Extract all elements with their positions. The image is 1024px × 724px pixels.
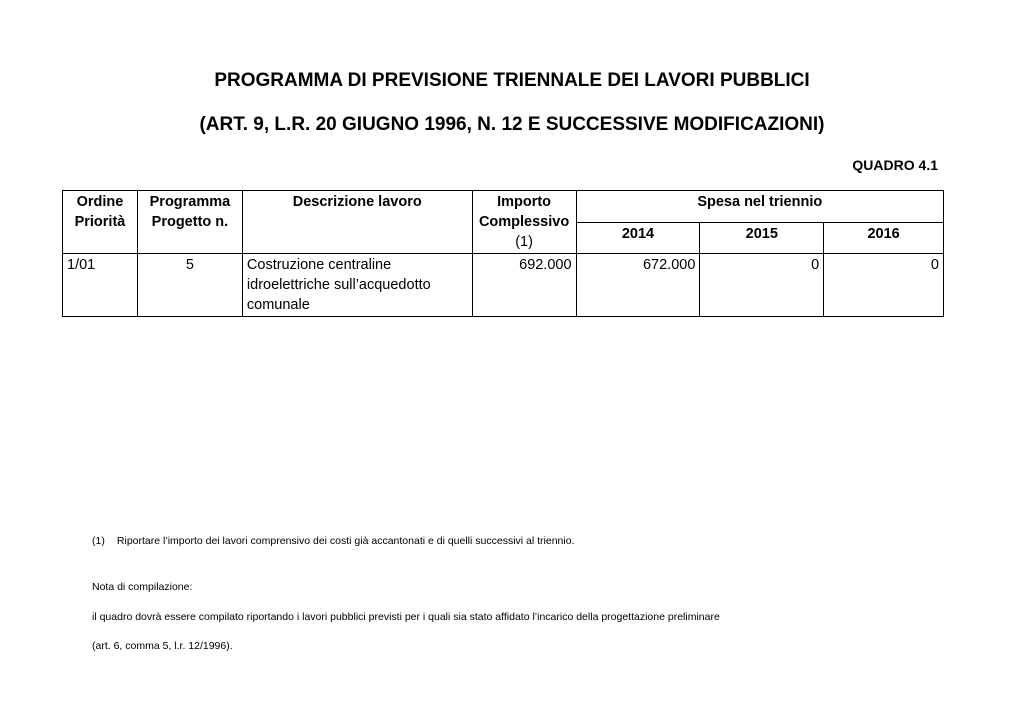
cell-2015: 0 <box>700 254 824 317</box>
cell-2014: 672.000 <box>576 254 700 317</box>
footnote-text: Riportare l’importo dei lavori comprensivo dei costi già accantonati e di quelli successivi al triennio. <box>116 535 575 547</box>
col-importo-label-2: Complessivo <box>478 214 570 230</box>
col-importo-header <box>472 191 576 254</box>
col-importo-label-1: Importo <box>497 194 552 210</box>
table-row <box>63 254 944 317</box>
nota-line-2: (art. 6, comma 5, l.r. 12/1996). <box>92 640 233 652</box>
lavori-table <box>62 190 944 317</box>
footnote-number: (1) <box>92 535 105 547</box>
col-ordine-label-2: Priorità <box>74 214 126 230</box>
footnote-1 <box>92 535 574 547</box>
cell-importo: 692.000 <box>472 254 576 317</box>
col-ordine-header <box>63 191 138 254</box>
header-row <box>63 191 944 223</box>
cell-2016: 0 <box>824 254 944 317</box>
cell-descrizione: Costruzione centraline idroelettriche sull’acquedotto comunale <box>242 254 472 317</box>
col-programma-header <box>137 191 242 254</box>
col-2015-header: 2015 <box>700 222 824 254</box>
col-descrizione-header: Descrizione lavoro <box>242 191 472 254</box>
col-2016-header: 2016 <box>824 222 944 254</box>
page-title: PROGRAMMA DI PREVISIONE TRIENNALE DEI LAVORI PUBBLICI <box>214 70 810 91</box>
col-importo-label-3: (1) <box>515 234 533 250</box>
col-programma-label-1: Programma <box>149 194 231 210</box>
quadro-label: QUADRO 4.1 <box>852 157 938 173</box>
col-2014-header: 2014 <box>576 222 700 254</box>
col-ordine-label-1: Ordine <box>76 194 124 210</box>
nota-line-1: il quadro dovrà essere compilato riportando i lavori pubblici previsti per i quali sia stato affidato l’incarico della progettazione preliminare <box>92 611 720 623</box>
nota-title: Nota di compilazione: <box>92 581 193 593</box>
col-spesa-header: Spesa nel triennio <box>576 191 943 223</box>
cell-ordine: 1/01 <box>63 254 138 317</box>
col-programma-label-2: Progetto n. <box>151 214 229 230</box>
page-subtitle: (ART. 9, L.R. 20 GIUGNO 1996, N. 12 E SUCCESSIVE MODIFICAZIONI) <box>199 114 825 135</box>
cell-programma: 5 <box>137 254 242 317</box>
